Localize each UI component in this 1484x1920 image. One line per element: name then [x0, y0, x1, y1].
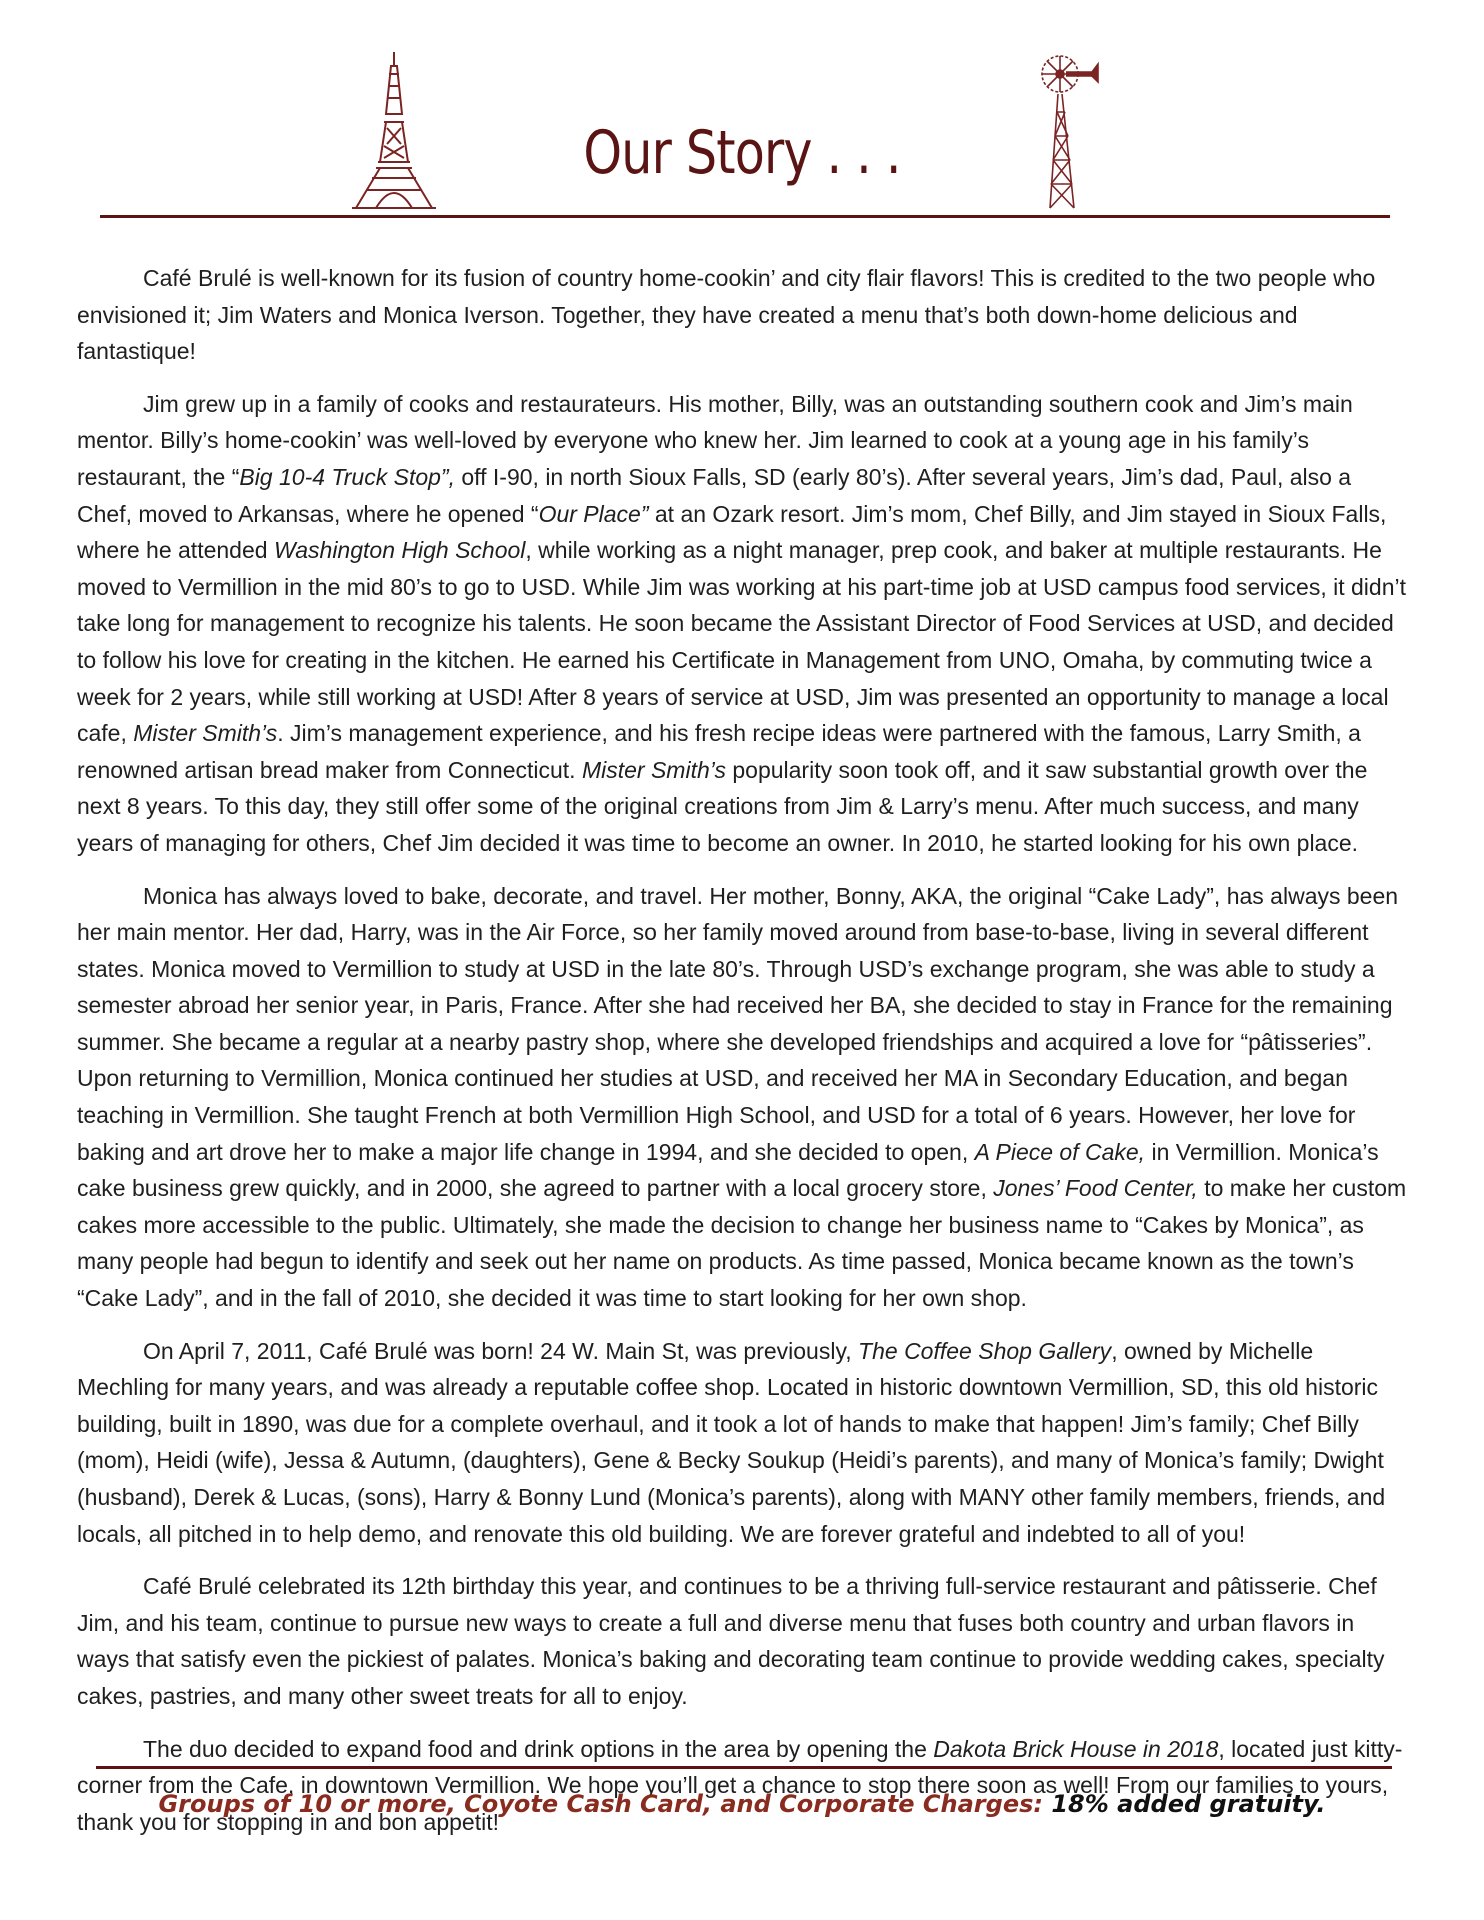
italic-text: Mister Smith’s [581, 756, 726, 783]
italic-text: Jones’ Food Center, [993, 1175, 1198, 1202]
story-paragraph [77, 1568, 1407, 1714]
paragraph-text: Café Brulé is well-known for its fusion of country home-cookin’ and city flair flavors! This is credited to the two people who envisioned it; Jim Waters and Monica Iverson. Together, they have created a menu that’s both down-home delicious and fantastique! [77, 265, 1376, 365]
italic-text: The Coffee Shop Gallery [858, 1337, 1112, 1364]
italic-text: Mister Smith’s [133, 720, 278, 747]
paragraph-text: , while working as a night manager, prep cook, and baker at multiple restaurants. He moved to Vermillion in the mid 80’s to go to USD. While Jim was working at his part-time job at USD campus food services, it didn’t take long for management to recognize his talents. He soon became the Assistant Director of Food Services at USD, and decided to follow his love for creating in the kitchen. He earned his Certificate in Management from UNO, Omaha, by commuting twice a week for 2 years, while still working at USD! After 8 years of service at USD, Jim was presented an opportunity to manage a local cafe, [77, 537, 1407, 747]
story-paragraph [77, 878, 1407, 1317]
italic-text: Big 10-4 Truck Stop”, [239, 463, 455, 490]
paragraph-text: in Vermillion. Monica’s cake business grew quickly, and in 2000, she agreed to partner with a local grocery store, [77, 1138, 1379, 1202]
italic-text: A Piece of Cake, [974, 1138, 1146, 1165]
paragraph-text: Café Brulé celebrated its 12th birthday this year, and continues to be a thriving full-service restaurant and pâtisserie. Chef Jim, and his team, continue to pursue new ways to create a full and diverse menu that fuses both country and urban flavors in ways that satisfy even the pickiest of palates. Monica’s baking and decorating team continue to provide wedding cakes, specialty cakes, pastries, and many other sweet treats for all to enjoy. [77, 1573, 1385, 1709]
gratuity-notice [0, 1790, 1484, 1818]
paragraph-text: . Jim’s management experience, and his fresh recipe ideas were partnered with the famous, Larry Smith, a renowned artisan bread maker from Connecticut. [77, 720, 1361, 783]
gratuity-notice-lead: Groups of 10 or more, Coyote Cash Card, and Corporate Charges: [158, 1790, 1043, 1818]
story-paragraph [77, 1731, 1407, 1841]
italic-text: Dakota Brick House in 2018 [933, 1735, 1219, 1762]
italic-text: Our Place” [538, 500, 649, 527]
story-paragraph [77, 260, 1407, 370]
paragraph-text: at an Ozark resort. Jim’s mom, Chef Billy, and Jim stayed in Sioux Falls, where he attended [77, 500, 1387, 564]
page-header [0, 0, 1484, 230]
header-divider [100, 215, 1390, 218]
paragraph-text: The duo decided to expand food and drink options in the area by opening the [143, 1735, 934, 1762]
gratuity-notice-amount: 18% added gratuity. [1042, 1790, 1326, 1818]
paragraph-text: , located just kitty-corner from the Cafe, in downtown Vermillion. We hope you’ll get a chance to stop there soon as well! From our families to yours, thank you for stopping in and bon appetit! [77, 1735, 1403, 1835]
paragraph-text: Monica has always loved to bake, decorate, and travel. Her mother, Bonny, AKA, the original “Cake Lady”, has always been her main mentor. Her dad, Harry, was in the Air Force, so her family moved around from base-to-base, living in several different states. Monica moved to Vermillion to study at USD in the late 80’s. Through USD’s exchange program, she was able to study a semester abroad her senior year, in Paris, France. After she had received her BA, she decided to stay in France for the remaining summer. She became a regular at a nearby pastry shop, where she developed friendships and acquired a love for “pâtisseries”. Upon returning to Vermillion, Monica continued her studies at USD, and received her MA in Secondary Education, and began teaching in Vermillion. She taught French at both Vermillion High School, and USD for a total of 6 years. However, her love for baking and art drove her to make a major life change in 1994, and she decided to open, [77, 882, 1399, 1165]
page-title: Our Story . . . [583, 118, 901, 188]
windmill-icon [1030, 52, 1100, 210]
footer-divider [96, 1766, 1392, 1769]
story-body [77, 260, 1407, 1856]
paragraph-text: popularity soon took off, and it saw substantial growth over the next 8 years. To this day, they still offer some of the original creations from Jim & Larry’s menu. After much success, and many years of managing for others, Chef Jim decided it was time to become an owner. In 2010, he started looking for his own place. [77, 756, 1368, 856]
paragraph-text: off I-90, in north Sioux Falls, SD (early 80’s). After several years, Jim’s dad, Paul, also a Chef, moved to Arkansas, where he opened “ [77, 463, 1352, 527]
italic-text: Washington High School [273, 537, 526, 564]
paragraph-text: Jim grew up in a family of cooks and restaurateurs. His mother, Billy, was an outstanding southern cook and Jim’s main mentor. Billy’s home-cookin’ was well-loved by everyone who knew her. Jim learned to cook at a young age in his family’s restaurant, the “ [77, 390, 1353, 490]
paragraph-text: to make her custom cakes more accessible to the public. Ultimately, she made the decision to change her business name to “Cakes by Monica”, as many people had begun to identify and seek out her name on products. As time passed, Monica became known as the town’s “Cake Lady”, and in the fall of 2010, she decided it was time to start looking for her own shop. [77, 1175, 1407, 1312]
paragraph-text: , owned by Michelle Mechling for many years, and was already a reputable coffee shop. Located in historic downtown Vermillion, SD, this old historic building, built in 1890, was due for a complete overhaul, and it took a lot of hands to make that happen! Jim’s family; Chef Billy (mom), Heidi (wife), Jessa & Autumn, (daughters), Gene & Becky Soukup (Heidi’s parents), and many of Monica’s family; Dwight (husband), Derek & Lucas, (sons), Harry & Bonny Lund (Monica’s parents), along with MANY other family members, friends, and locals, all pitched in to help demo, and renovate this old building. We are forever grateful and indebted to all of you! [77, 1337, 1386, 1547]
paragraph-text: On April 7, 2011, Café Brulé was born! 24 W. Main St, was previously, [143, 1337, 859, 1364]
story-paragraph [77, 1333, 1407, 1553]
story-paragraph [77, 386, 1407, 862]
